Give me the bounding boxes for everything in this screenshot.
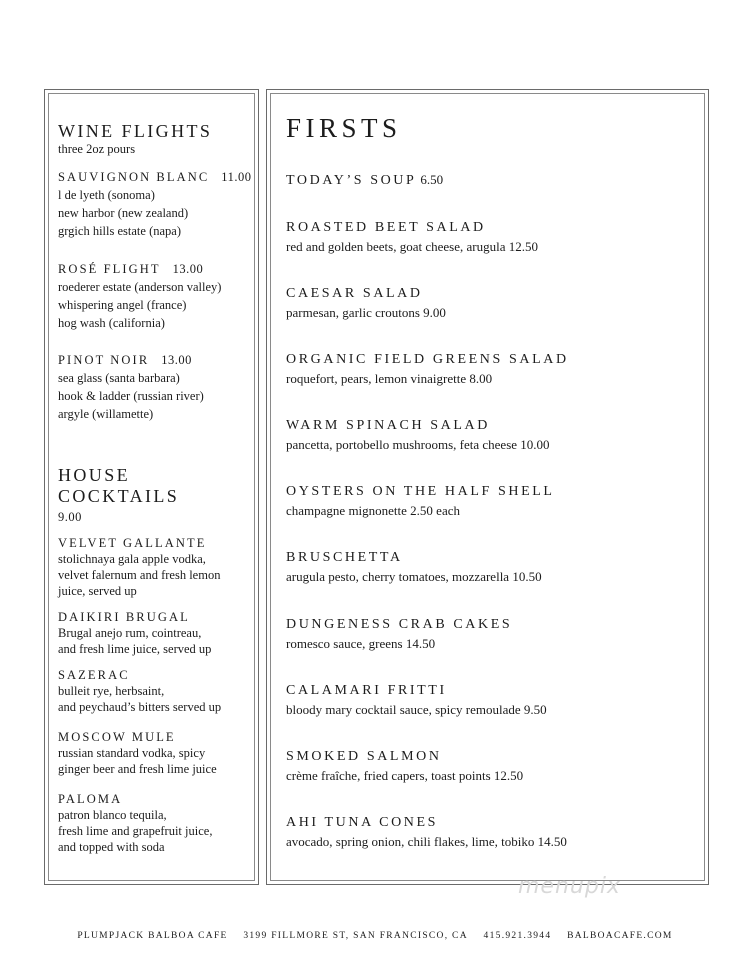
menupix-watermark: menupix (518, 874, 621, 899)
restaurant-address: 3199 FILLMORE ST, SAN FRANCISCO, CA (243, 931, 468, 941)
flight-name: ROSÉ FLIGHT (58, 262, 161, 276)
dish-name: OYSTERS ON THE HALF SHELL (286, 484, 555, 499)
dish-desc: champagne mignonette 2.50 each (286, 503, 460, 518)
wine-flights-title: WINE FLIGHTS (58, 121, 213, 141)
dish-dungeness-crab-cakes (286, 616, 512, 653)
dish-name: ROASTED BEET SALAD (286, 220, 486, 235)
wine-item: whispering angel (france) (58, 298, 187, 312)
restaurant-name: PLUMPJACK BALBOA CAFE (77, 931, 228, 941)
cocktail-desc: patron blanco tequila, (58, 808, 167, 822)
restaurant-phone: 415.921.3944 (483, 931, 552, 941)
flight-price: 13.00 (172, 262, 204, 276)
dish-desc: crème fraîche, fried capers, toast points 12.50 (286, 768, 524, 783)
wine-item: roederer estate (anderson valley) (58, 280, 222, 294)
dish-price: 6.50 (420, 172, 444, 187)
dish-oysters (286, 483, 555, 520)
flight-sauvignon-blanc (58, 168, 251, 240)
dish-name: TODAY’S SOUP (286, 173, 417, 188)
dish-desc: red and golden beets, goat cheese, arugula 12.50 (286, 239, 538, 254)
dish-roasted-beet-salad (286, 219, 538, 256)
dish-bruschetta (286, 549, 542, 586)
flight-pinot-noir (58, 351, 204, 423)
wine-item: hog wash (california) (58, 316, 165, 330)
cocktail-desc: juice, served up (58, 584, 137, 598)
flight-price: 11.00 (221, 170, 252, 184)
dish-organic-field-greens-salad (286, 351, 569, 388)
flight-name: PINOT NOIR (58, 353, 150, 367)
flight-price: 13.00 (161, 353, 192, 367)
cocktail-desc: russian standard vodka, spicy (58, 746, 206, 760)
dish-calamari-fritti (286, 682, 547, 719)
dish-desc: bloody mary cocktail sauce, spicy remoulade 9.50 (286, 702, 547, 717)
dish-desc: parmesan, garlic croutons 9.00 (286, 305, 446, 320)
cocktail-desc: and fresh lime juice, served up (58, 642, 212, 656)
cocktail-desc: stolichnaya gala apple vodka, (58, 552, 206, 566)
wine-item: hook & ladder (russian river) (58, 389, 204, 403)
dish-desc: avocado, spring onion, chili flakes, lime, tobiko 14.50 (286, 834, 567, 849)
dish-desc: pancetta, portobello mushrooms, feta cheese 10.00 (286, 437, 550, 452)
dish-caesar-salad (286, 285, 446, 322)
house-cocktails-title-line2: COCKTAILS (58, 486, 180, 506)
restaurant-website: BALBOACAFE.COM (567, 931, 673, 941)
cocktail-desc: and peychaud’s bitters served up (58, 700, 222, 714)
firsts-title: FIRSTS (286, 113, 402, 143)
wine-item: grgich hills estate (napa) (58, 224, 181, 238)
dish-name: BRUSCHETTA (286, 550, 403, 565)
cocktail-desc: fresh lime and grapefruit juice, (58, 824, 213, 838)
cocktail-name: PALOMA (58, 792, 123, 806)
dish-desc: roquefort, pears, lemon vinaigrette 8.00 (286, 371, 493, 386)
dish-name: AHI TUNA CONES (286, 815, 439, 830)
house-cocktails-price: 9.00 (58, 510, 82, 524)
wine-item: sea glass (santa barbara) (58, 371, 180, 385)
wine-item: l de lyeth (sonoma) (58, 188, 155, 202)
flight-rose (58, 260, 221, 332)
dish-name: WARM SPINACH SALAD (286, 418, 490, 433)
flight-name: SAUVIGNON BLANC (58, 170, 210, 184)
dish-name: ORGANIC FIELD GREENS SALAD (286, 352, 569, 367)
cocktail-sazerac (58, 667, 221, 715)
house-cocktails-title-line1: HOUSE (58, 465, 131, 485)
cocktail-desc: velvet falernum and fresh lemon (58, 568, 221, 582)
dish-desc: arugula pesto, cherry tomatoes, mozzarella 10.50 (286, 569, 542, 584)
cocktail-velvet-gallante (58, 535, 220, 599)
cocktail-paloma (58, 791, 212, 855)
dish-name: CAESAR SALAD (286, 286, 423, 301)
wine-item: new harbor (new zealand) (58, 206, 189, 220)
cocktail-name: VELVET GALLANTE (58, 536, 207, 550)
cocktail-desc: bulleit rye, herbsaint, (58, 684, 165, 698)
dish-name: CALAMARI FRITTI (286, 683, 447, 698)
dish-name: DUNGENESS CRAB CAKES (286, 617, 513, 632)
dish-name: SMOKED SALMON (286, 749, 442, 764)
dish-todays-soup (286, 171, 443, 190)
wine-item: argyle (willamette) (58, 407, 154, 421)
cocktail-name: MOSCOW MULE (58, 730, 176, 744)
cocktail-desc: and topped with soda (58, 840, 165, 854)
dish-smoked-salmon (286, 748, 523, 785)
dish-ahi-tuna-cones (286, 814, 567, 851)
cocktail-name: DAIKIRI BRUGAL (58, 610, 190, 624)
cocktail-name: SAZERAC (58, 668, 130, 682)
cocktail-desc: Brugal anejo rum, cointreau, (58, 626, 202, 640)
wine-flights-subtitle: three 2oz pours (58, 142, 136, 156)
footer (0, 931, 750, 941)
cocktail-daikiri-brugal (58, 609, 211, 657)
cocktail-moscow-mule (58, 729, 217, 777)
cocktail-desc: ginger beer and fresh lime juice (58, 762, 217, 776)
dish-warm-spinach-salad (286, 417, 550, 454)
dish-desc: romesco sauce, greens 14.50 (286, 636, 436, 651)
